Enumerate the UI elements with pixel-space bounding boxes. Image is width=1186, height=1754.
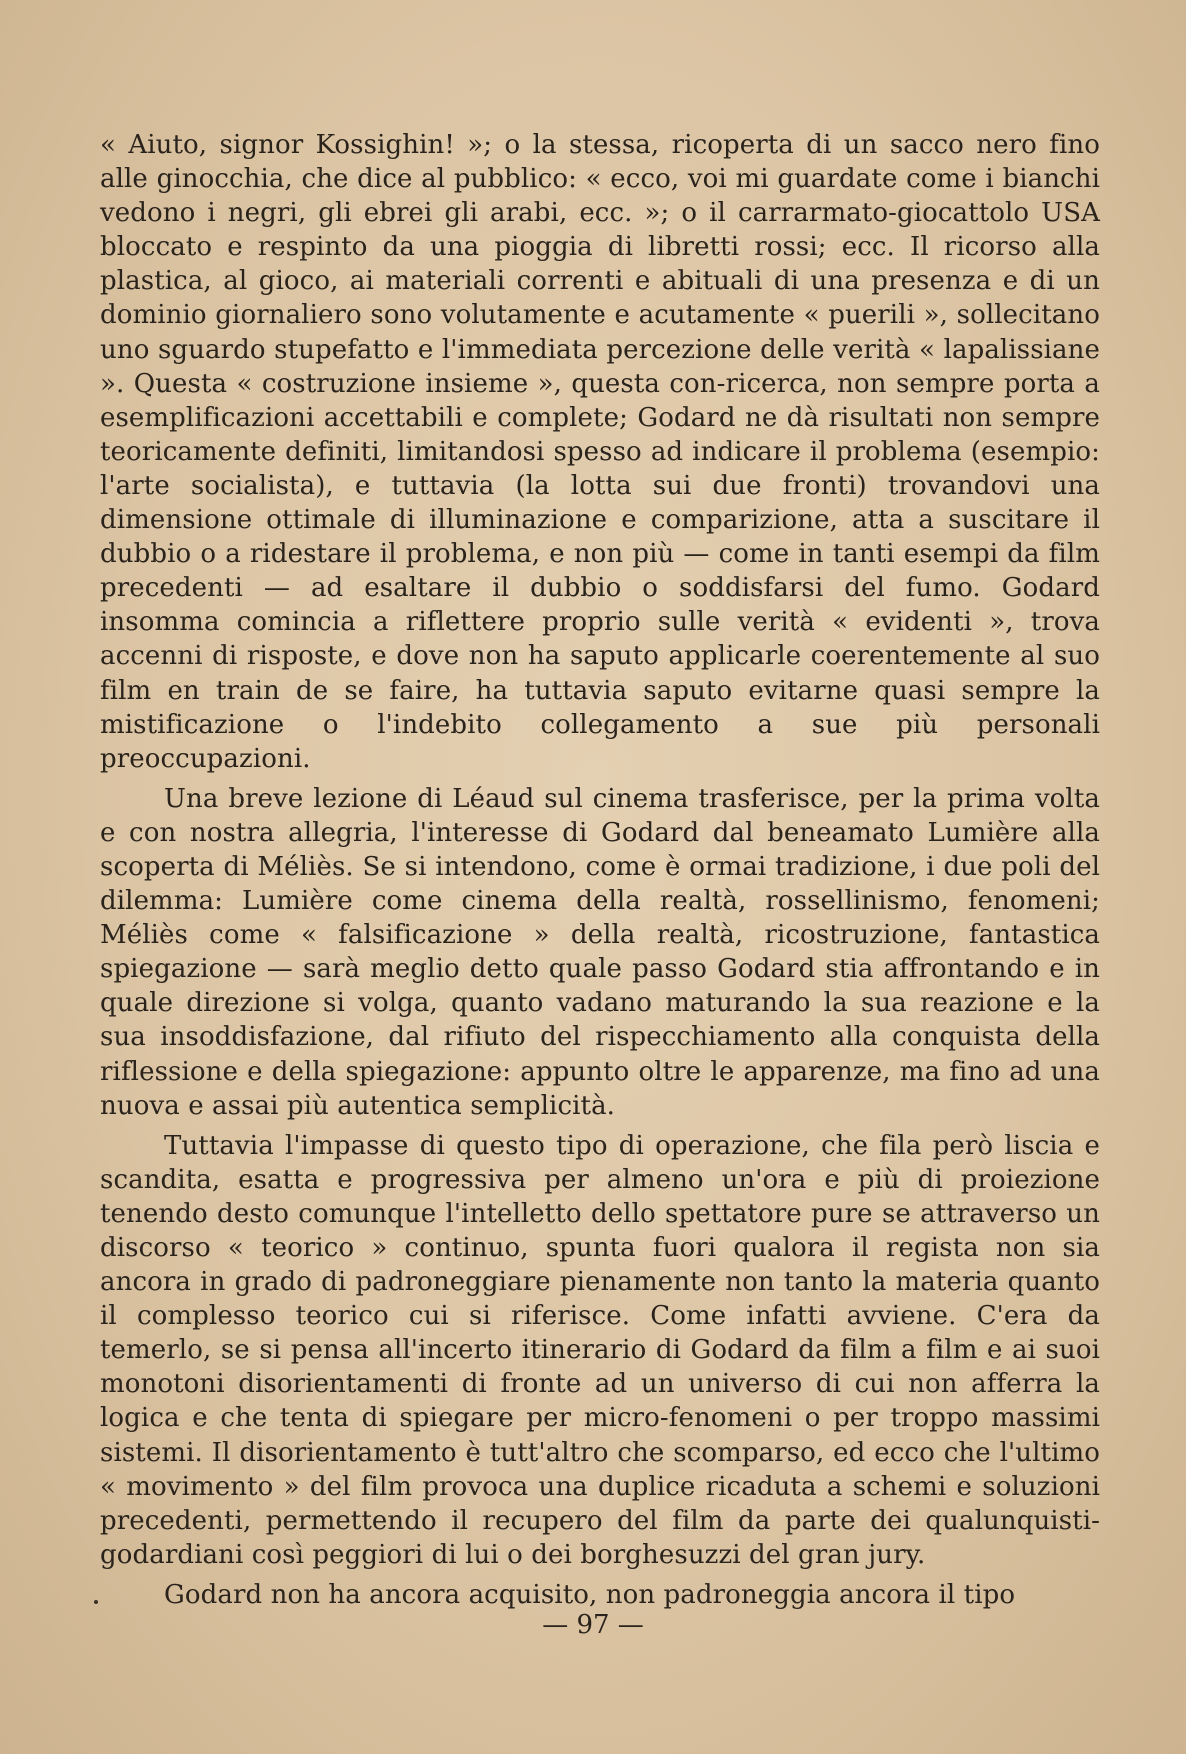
body-text <box>100 128 1100 1612</box>
page-number: — 97 — <box>542 1610 644 1640</box>
print-speck <box>94 1600 98 1604</box>
paragraph-4: Godard non ha ancora acquisito, non padroneggia ancora il tipo <box>164 1579 1016 1610</box>
paragraph-3: Tuttavia l'impasse di questo tipo di operazione, che fila però liscia e scandita, esatta e progressiva per almeno un'ora e più di proiezione tenendo desto comunque l'intelletto dello spettatore pure se attraverso un discorso « teorico » continuo, spunta fuori qualora il regista non sia ancora in grado di padroneggiare pienamente non tanto la materia quanto il complesso teorico cui si riferisce. Come infatti avviene. C'era da temerlo, se si pensa all'incerto itinerario di Godard da film a film e ai suoi monotoni disorientamenti di fronte ad un universo di cui non afferra la logica e che tenta di spiegare per micro-fenomeni o per troppo massimi sistemi. Il disorientamento è tutt'altro che scomparso, ed ecco che l'ultimo « movimento » del film provoca una duplice ricaduta a schemi e soluzioni precedenti, permettendo il recupero del film da parte dei qualunquisti-godardiani così peggiori di lui o dei borghesuzzi del gran jury. <box>100 1130 1100 1570</box>
paragraph-2: Una breve lezione di Léaud sul cinema trasferisce, per la prima volta e con nostra allegria, l'interesse di Godard dal beneamato Lumière alla scoperta di Méliès. Se si intendono, come è ormai tradizione, i due poli del dilemma: Lumière come cinema della realtà, rossellinismo, fenomeni; Méliès come « falsificazione » della realtà, ricostruzione, fantastica spiegazione — sarà meglio detto quale passo Godard stia affrontando e in quale direzione si volga, quanto vadano maturando la sua reazione e la sua insoddisfazione, dal rifiuto del rispecchiamento alla conquista della riflessione e della spiegazione: appunto oltre le apparenze, ma fino ad una nuova e assai più autentica semplicità. <box>100 783 1100 1121</box>
paragraph-1: « Aiuto, signor Kossighin! »; o la stessa, ricoperta di un sacco nero fino alle ginocchia, che dice al pubblico: « ecco, voi mi guardate come i bianchi vedono i negri, gli ebrei gli arabi, ecc. »; o il carrarmato-giocattolo USA bloccato e respinto da una pioggia di libretti rossi; ecc. Il ricorso alla plastica, al gioco, ai materiali correnti e abituali di una presenza e di un dominio giornaliero sono volutamente e acutamente « puerili », sollecitano uno sguardo stupefatto e l'immediata percezione delle verità « lapalissiane ». Questa « costruzione insieme », questa con-ricerca, non sempre porta a esemplificazioni accettabili e complete; Godard ne dà risultati non sempre teoricamente definiti, limitandosi spesso ad indicare il problema (esempio: l'arte socialista), e tuttavia (la lotta sui due fronti) trovandovi una dimensione ottimale di illuminazione e comparizione, atta a suscitare il dubbio o a ridestare il problema, e non più — come in tanti esempi da film precedenti — ad esaltare il dubbio o soddisfarsi del fumo. Godard insomma comincia a riflettere proprio sulle verità « evidenti », trova accenni di risposte, e dove non ha saputo applicarle coerentemente al suo film en train de se faire, ha tuttavia saputo evitarne quasi sempre la mistificazione o l'indebito collegamento a sue più personali preoccupazioni. <box>100 130 1100 774</box>
